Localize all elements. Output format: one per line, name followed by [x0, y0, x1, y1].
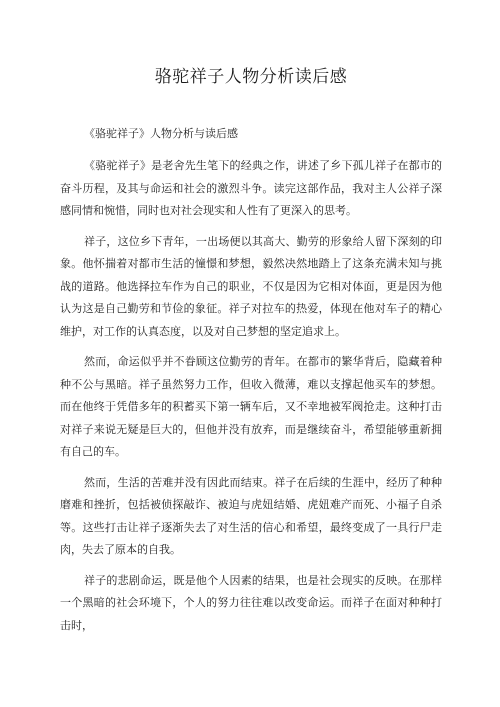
- paragraph-5: 祥子的悲剧命运，既是他个人因素的结果，也是社会现实的反映。在那样一个黑暗的社会环境下，个人的努力往往难以改变命运。而祥子在面对种种打击时，: [60, 573, 442, 632]
- paragraph-3: 然而，命运似乎并不眷顾这位勤劳的青年。在都市的繁华背后，隐藏着种种不公与黑暗。祥子虽然努力工作，但收入微薄，难以支撑起他买车的梦想。而在他终于凭借多年的积蓄买下第一辆车后，又不幸地被军阀抢走。这种打击对祥子来说无疑是巨大的，但他并没有放弃，而是继续奋斗，希望能够重新拥有自己的车。: [60, 355, 442, 458]
- document-title: 骆驼祥子人物分析读后感: [154, 67, 348, 87]
- paragraph-2: 祥子，这位乡下青年，一出场便以其高大、勤劳的形象给人留下深刻的印象。他怀揣着对都市生活的憧憬和梦想，毅然决然地踏上了这条充满未知与挑战的道路。他选择拉车作为自己的职业，不仅是因为它相对体面，更是因为他认为这是自己勤劳和节俭的象征。祥子对拉车的热爱，体现在他对车子的精心维护，对工作的认真态度，以及对自己梦想的坚定追求上。: [60, 234, 442, 338]
- paragraph-4: 然而，生活的苦难并没有因此而结束。祥子在后续的生涯中，经历了种种磨难和挫折，包括被侦探敲诈、被迫与虎妞结婚、虎妞难产而死、小福子自杀等。这些打击让祥子逐渐失去了对生活的信心和希望，最终变成了一具行尸走肉，失去了原本的自我。: [60, 475, 442, 556]
- document-subtitle: 《骆驼祥子》人物分析与读后感: [84, 127, 238, 140]
- paragraph-1: 《骆驼祥子》是老舍先生笔下的经典之作，讲述了乡下孤儿祥子在都市的奋斗历程，及其与命运和社会的激烈斗争。读完这部作品，我对主人公祥子深感同情和惋惜，同时也对社会现实和人性有了更深入的思考。: [60, 159, 442, 217]
